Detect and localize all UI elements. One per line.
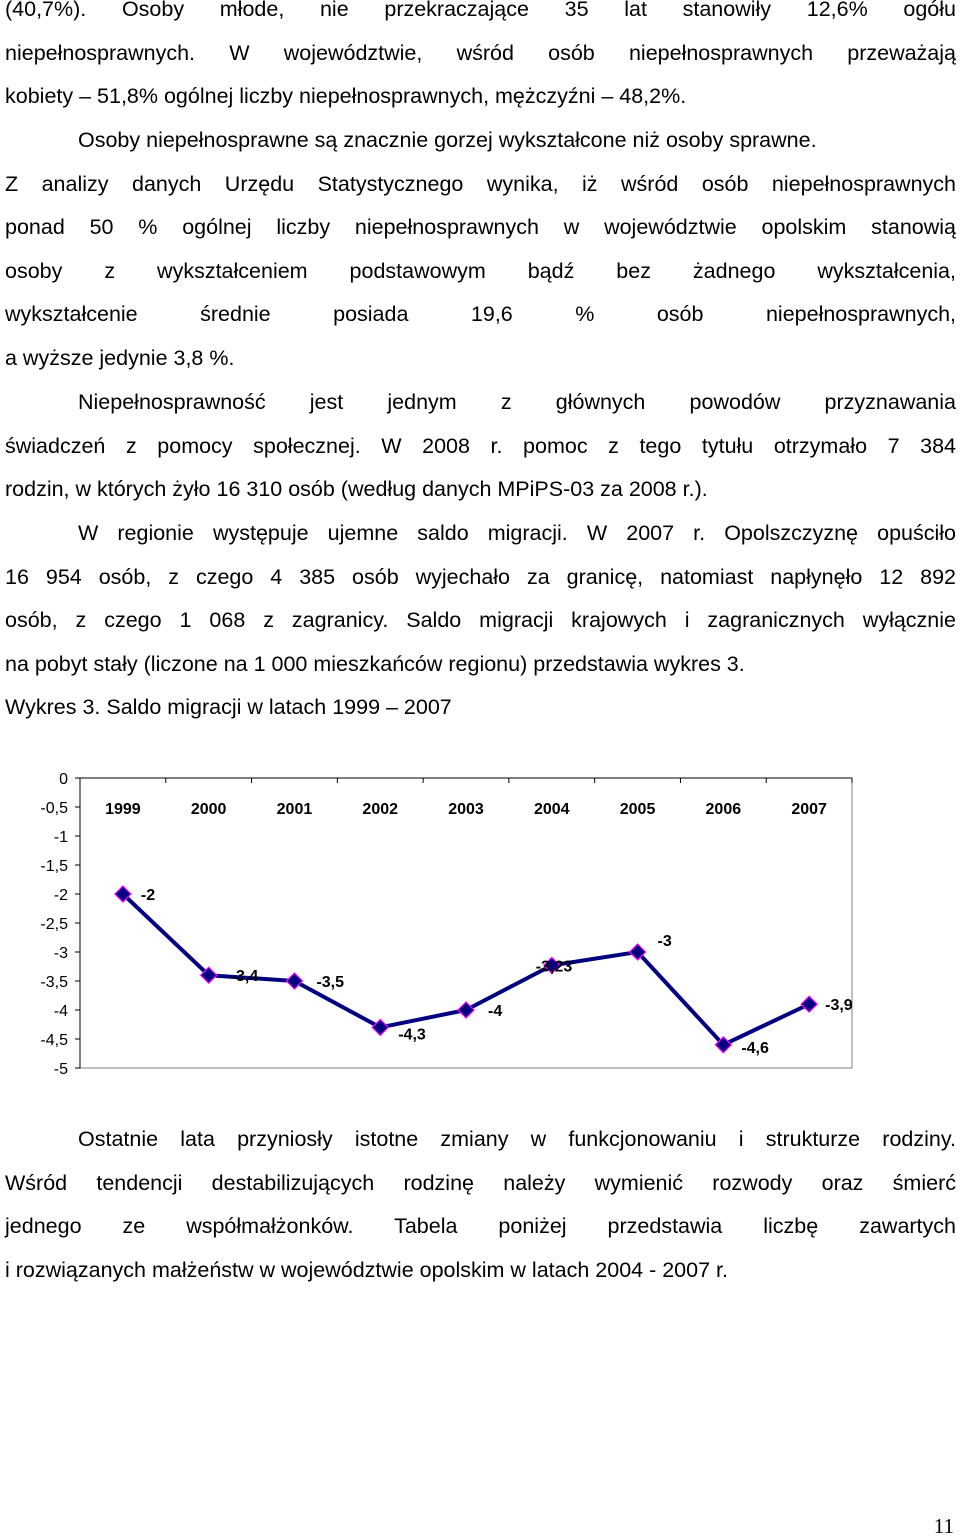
y-tick-label: -3,5	[40, 974, 68, 991]
paragraph-social-aid	[5, 381, 956, 512]
text-line: 16 954 osób, z czego 4 385 osób wyjechało za granicę, natomiast napłynęło 12 892	[5, 564, 956, 589]
text-line: (40,7%). Osoby młode, nie przekraczające 35 lat stanowiły 12,6% ogółu	[5, 0, 956, 21]
text-line: Osoby niepełnosprawne są znacznie gorzej wykształcone niż osoby sprawne.	[78, 128, 817, 152]
y-tick-label: -1	[53, 829, 68, 846]
y-tick-label: -4	[53, 1003, 68, 1020]
data-label: -4,3	[398, 1026, 426, 1044]
migration-line-chart	[0, 750, 960, 1090]
chart-caption-text: Wykres 3. Saldo migracji w latach 1999 – 2007	[5, 695, 452, 719]
y-tick-label: 0	[59, 771, 68, 788]
data-label: -3,5	[316, 974, 345, 991]
y-tick-label: -0,5	[40, 800, 68, 817]
text-line: Ostatnie lata przyniosły istotne zmiany w funkcjonowaniu i strukturze rodziny.	[78, 1127, 956, 1151]
y-tick-label: -2,5	[40, 916, 68, 933]
text-line: niepełnosprawnych. W województwie, wśród osób niepełnosprawnych przeważają	[5, 40, 956, 65]
x-category-label: 2001	[276, 801, 313, 818]
text-line: a wyższe jedynie 3,8 %.	[5, 345, 235, 370]
y-tick-label: -2	[53, 887, 68, 904]
data-label: -3	[657, 933, 672, 950]
chart-caption	[5, 686, 956, 730]
text-line: W regionie występuje ujemne saldo migracji. W 2007 r. Opolszczyznę opuściło	[78, 521, 956, 545]
x-category-label: 2004	[533, 801, 570, 818]
text-line: jednego ze współmałżonków. Tabela poniżej przedstawia liczbę zawartych	[5, 1214, 956, 1239]
text-line: rodzin, w których żyło 16 310 osób (według danych MPiPS-03 za 2008 r.).	[5, 477, 708, 502]
text-line: Wśród tendencji destabilizujących rodzinę należy wymienić rozwody oraz śmierć	[5, 1170, 956, 1195]
page-number: 11	[933, 1514, 954, 1538]
x-category-label: 2000	[190, 801, 227, 818]
x-category-label: 2007	[791, 801, 827, 818]
text-line: i rozwiązanych małżeństw w województwie opolskim w latach 2004 - 2007 r.	[5, 1257, 728, 1282]
text-line: świadczeń z pomocy społecznej. W 2008 r. pomoc z tego tytułu otrzymało 7 384	[5, 433, 956, 458]
text-line: kobiety – 51,8% ogólnej liczby niepełnosprawnych, mężczyźni – 48,2%.	[5, 84, 687, 109]
x-category-label: 2003	[448, 801, 484, 818]
y-axis-ticks	[40, 771, 80, 1078]
y-tick-label: -5	[53, 1061, 68, 1078]
paragraph-family	[5, 1118, 956, 1292]
paragraph-education	[5, 119, 956, 381]
text-line: osoby z wykształceniem podstawowym bądź bez żadnego wykształcenia,	[5, 258, 956, 283]
data-label: -2	[140, 887, 156, 904]
paragraph-disability-age	[5, 0, 956, 119]
x-category-label: 1999	[105, 801, 141, 818]
y-tick-label: -3	[53, 945, 68, 962]
text-line: Niepełnosprawność jest jednym z głównych powodów przyznawania	[78, 390, 956, 414]
x-category-label: 2005	[619, 801, 656, 818]
data-label: -3,23	[535, 958, 573, 976]
plot-area	[80, 778, 852, 1068]
data-label: -4	[488, 1003, 503, 1020]
data-label: -3,4	[230, 968, 259, 986]
text-line: na pobyt stały (liczone na 1 000 mieszkańców regionu) przedstawia wykres 3.	[5, 651, 745, 676]
x-category-label: 2006	[705, 801, 742, 818]
y-tick-label: -4,5	[40, 1032, 68, 1049]
text-line: Z analizy danych Urzędu Statystycznego wynika, iż wśród osób niepełnosprawnych	[5, 171, 956, 196]
text-line: osób, z czego 1 068 z zagranicy. Saldo migracji krajowych i zagranicznych wyłącznie	[5, 608, 956, 633]
data-label: -4,6	[741, 1039, 769, 1057]
data-label: -3,9	[825, 997, 853, 1015]
paragraph-migration	[5, 512, 956, 686]
text-line: wykształcenie średnie posiada 19,6 % osób niepełnosprawnych,	[5, 302, 956, 327]
y-tick-label: -1,5	[40, 858, 68, 875]
x-category-label: 2002	[362, 801, 399, 818]
text-line: ponad 50 % ogólnej liczby niepełnosprawnych w województwie opolskim stanowią	[5, 215, 956, 240]
